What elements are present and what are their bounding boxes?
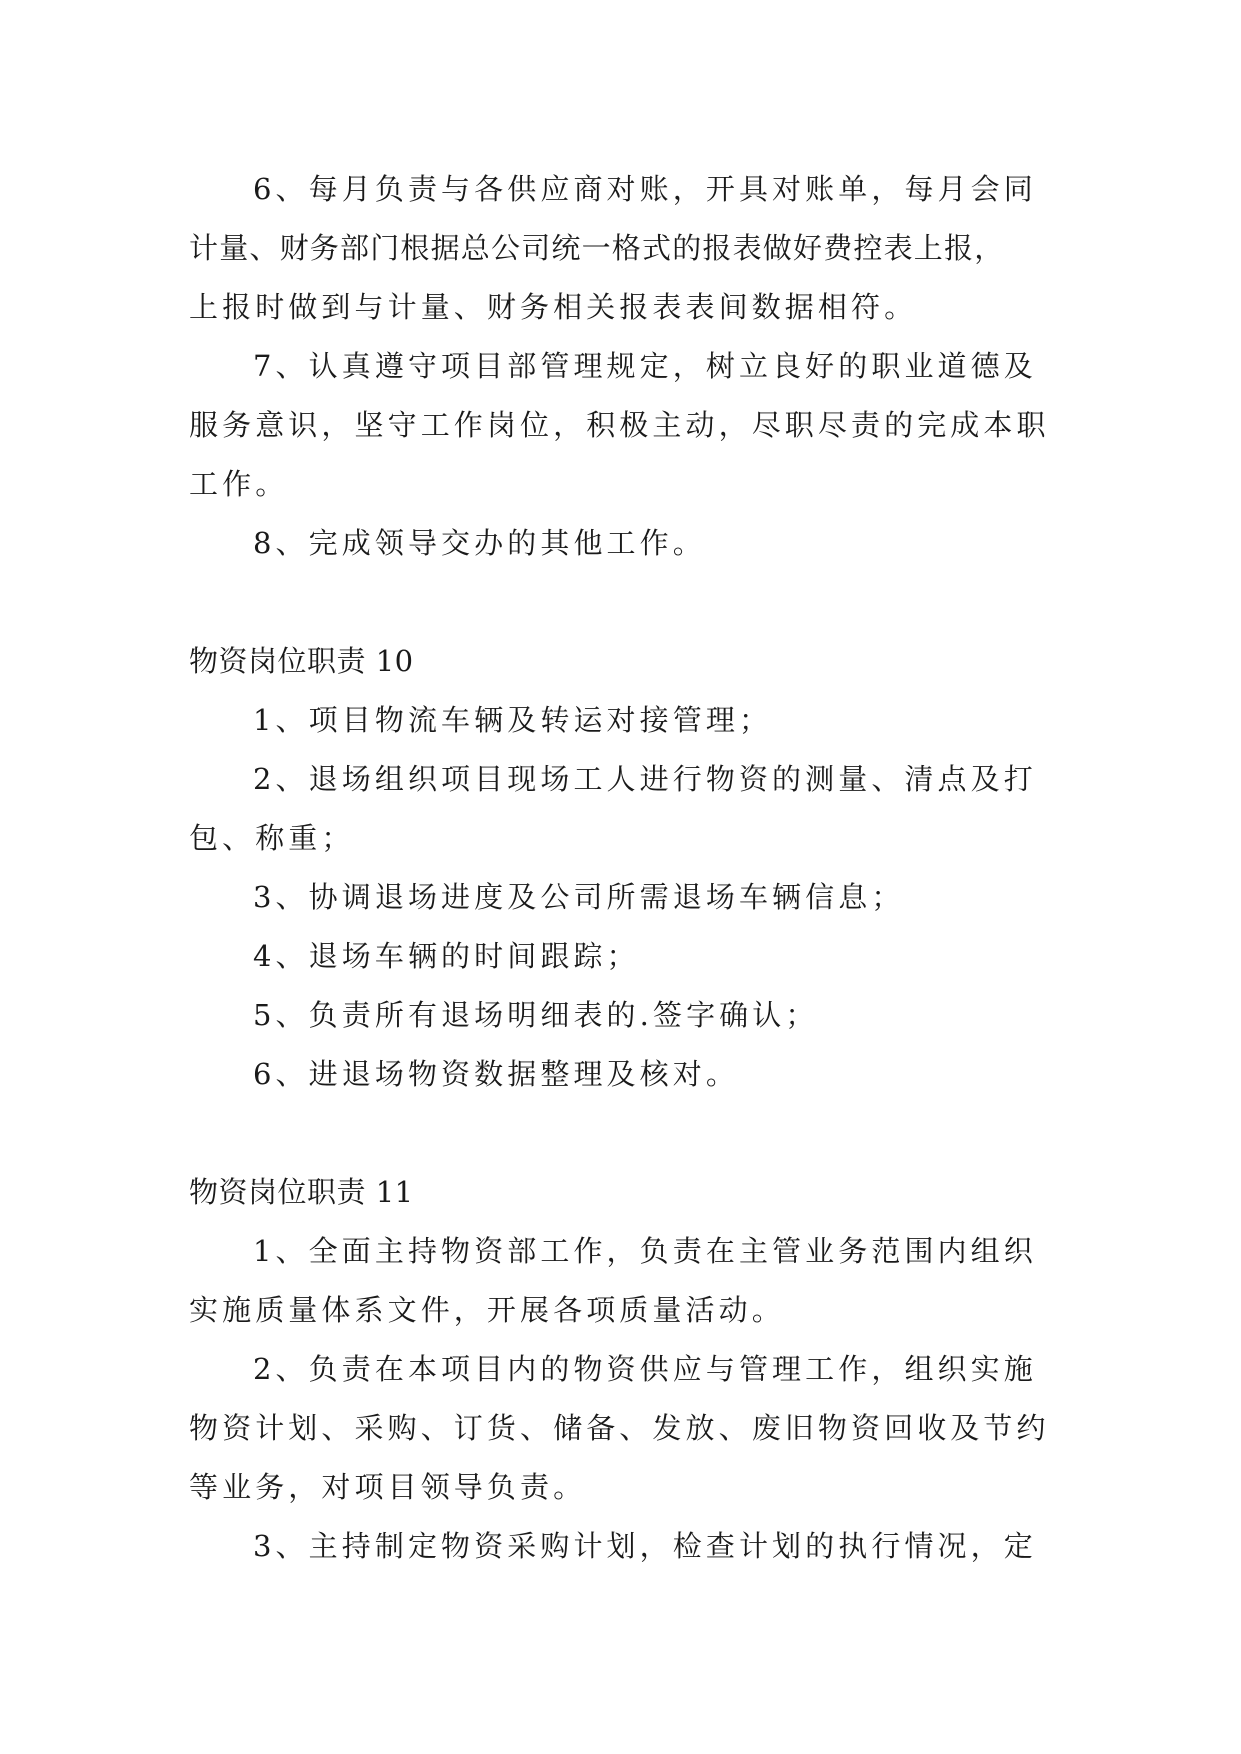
text-line: 计量、财务部门根据总公司统一格式的报表做好费控表上报， bbox=[189, 231, 1005, 265]
text-line: 工作。 bbox=[189, 467, 289, 501]
text-line: 上报时做到与计量、财务相关报表表间数据相符。 bbox=[189, 290, 918, 324]
section-heading: 物资岗位职责 10 bbox=[189, 644, 414, 678]
text-line: 1、全面主持物资部工作，负责在主管业务范围内组织 bbox=[253, 1234, 1037, 1268]
text-line: 物资计划、采购、订货、储备、发放、废旧物资回收及节约 bbox=[189, 1411, 1050, 1445]
text-line: 3、协调退场进度及公司所需退场车辆信息； bbox=[253, 880, 905, 914]
section-heading: 物资岗位职责 11 bbox=[189, 1175, 414, 1209]
paragraph bbox=[189, 337, 1069, 514]
paragraph bbox=[189, 691, 1069, 750]
text-line: 等业务，对项目领导负责。 bbox=[189, 1470, 587, 1504]
paragraph bbox=[189, 986, 1069, 1045]
text-line: 服务意识，坚守工作岗位，积极主动，尽职尽责的完成本职 bbox=[189, 408, 1050, 442]
paragraph bbox=[189, 927, 1069, 986]
paragraph bbox=[189, 514, 1069, 573]
blank-line bbox=[189, 1104, 1069, 1163]
text-line: 2、负责在本项目内的物资供应与管理工作，组织实施 bbox=[253, 1352, 1037, 1386]
text-line: 1、项目物流车辆及转运对接管理； bbox=[253, 703, 773, 737]
text-line: 7、认真遵守项目部管理规定，树立良好的职业道德及 bbox=[253, 349, 1037, 383]
blank-line bbox=[189, 573, 1069, 632]
paragraph bbox=[189, 868, 1069, 927]
text-line: 8、完成领导交办的其他工作。 bbox=[253, 526, 706, 560]
text-line: 实施质量体系文件，开展各项质量活动。 bbox=[189, 1293, 785, 1327]
paragraph bbox=[189, 1340, 1069, 1517]
paragraph bbox=[189, 160, 1069, 337]
text-line: 包、称重； bbox=[189, 821, 355, 855]
text-line: 4、退场车辆的时间跟踪； bbox=[253, 939, 640, 973]
paragraph bbox=[189, 1517, 1069, 1576]
text-line: 6、进退场物资数据整理及核对。 bbox=[253, 1057, 739, 1091]
paragraph bbox=[189, 1045, 1069, 1104]
text-line: 5、负责所有退场明细表的.签字确认； bbox=[253, 998, 819, 1032]
paragraph bbox=[189, 750, 1069, 868]
text-line: 3、主持制定物资采购计划，检查计划的执行情况，定 bbox=[253, 1529, 1037, 1563]
paragraph bbox=[189, 1222, 1069, 1340]
document-body bbox=[189, 160, 1069, 1576]
text-line: 6、每月负责与各供应商对账，开具对账单，每月会同 bbox=[253, 172, 1037, 206]
text-line: 2、退场组织项目现场工人进行物资的测量、清点及打 bbox=[253, 762, 1037, 796]
